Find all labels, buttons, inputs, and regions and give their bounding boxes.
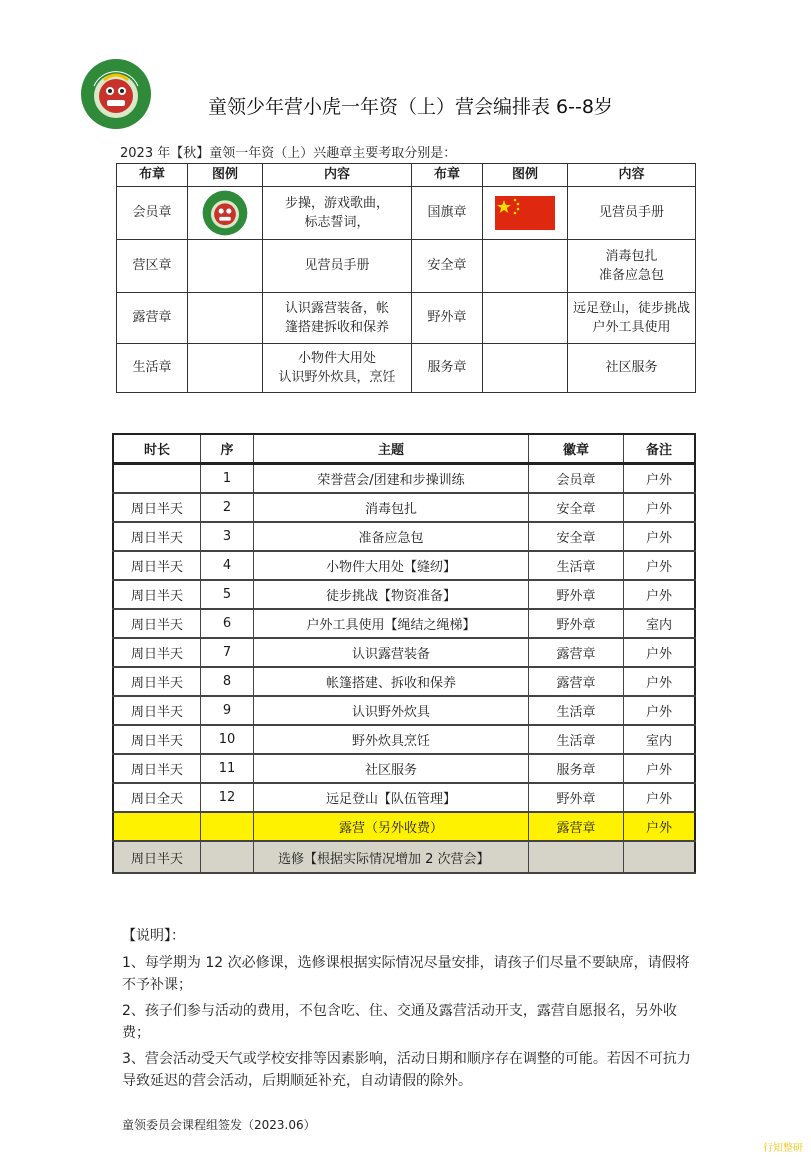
note-cell: [624, 841, 696, 873]
topic-cell: 消毒包扎: [254, 493, 529, 522]
header-cell: 图例: [483, 164, 568, 187]
note-cell: 户外: [624, 522, 696, 551]
number-cell: 12: [201, 783, 254, 812]
badge-cell: 野外章: [529, 783, 624, 812]
topic-cell: 露营（另外收费）: [254, 812, 529, 841]
badge-cell: 生活章: [529, 551, 624, 580]
duration-cell: 周日半天: [113, 841, 201, 873]
badge-image-cell: [188, 293, 263, 344]
content-line: 准备应急包: [598, 268, 664, 283]
duration-cell: [113, 464, 201, 494]
content-line: 远足登山，徒步挑战: [572, 301, 690, 316]
badge-cell: 露营章: [529, 638, 624, 667]
note-cell: 户外: [624, 493, 696, 522]
elective-row: [113, 841, 695, 873]
note-cell: 户外: [624, 638, 696, 667]
topic-cell: 远足登山【队伍管理】: [254, 783, 529, 812]
number-cell: 8: [201, 667, 254, 696]
badge-cell: 安全章: [529, 493, 624, 522]
table-row: [113, 551, 695, 580]
number-cell: 9: [201, 696, 254, 725]
badge-name: 生活章: [117, 344, 188, 393]
topic-cell: 认识野外炊具: [254, 696, 529, 725]
header-cell: 内容: [568, 164, 696, 187]
badge-image-cell: [188, 187, 263, 240]
badge-image-cell: [483, 344, 568, 393]
badge-content: [568, 240, 696, 293]
badge-image-cell: [483, 187, 568, 240]
badge-cell: 服务章: [529, 754, 624, 783]
badge-content: 见营员手册: [263, 240, 412, 293]
schedule-body: [113, 464, 695, 874]
header-cell: 图例: [188, 164, 263, 187]
number-cell: 3: [201, 522, 254, 551]
note-cell: 户外: [624, 580, 696, 609]
table-row: [113, 725, 695, 754]
number-cell: 2: [201, 493, 254, 522]
number-cell: [201, 841, 254, 873]
table-row: [113, 754, 695, 783]
badge-cell: [529, 841, 624, 873]
badge-name: 露营章: [117, 293, 188, 344]
topic-cell: 认识露营装备: [254, 638, 529, 667]
number-cell: 11: [201, 754, 254, 783]
lion-logo-icon: [202, 190, 248, 236]
note-item: 1、每学期为 12 次必修课，选修课根据实际情况尽量安排，请孩子们尽量不要缺席，请假将不予补课；: [122, 955, 690, 993]
duration-cell: 周日半天: [113, 696, 201, 725]
duration-cell: 周日半天: [113, 522, 201, 551]
duration-cell: 周日半天: [113, 667, 201, 696]
badge-table: [116, 163, 696, 393]
table-row: [113, 696, 695, 725]
duration-cell: 周日半天: [113, 580, 201, 609]
number-cell: 6: [201, 609, 254, 638]
duration-cell: 周日全天: [113, 783, 201, 812]
badge-content: 社区服务: [568, 344, 696, 393]
duration-cell: 周日半天: [113, 551, 201, 580]
badge-content: [263, 344, 412, 393]
page-title: 童领少年营小虎一年资（上）营会编排表 6--8岁: [208, 96, 613, 118]
badge-image-cell: [483, 240, 568, 293]
topic-cell: 徒步挑战【物资准备】: [254, 580, 529, 609]
header-cell: 布章: [412, 164, 483, 187]
footer-signature: 童领委员会课程组签发（2023.06）: [122, 1118, 316, 1132]
badge-name: 会员章: [117, 187, 188, 240]
table-row: [113, 667, 695, 696]
table-row: [117, 344, 696, 393]
topic-cell: 帐篷搭建、拆收和保养: [254, 667, 529, 696]
badge-cell: 露营章: [529, 812, 624, 841]
duration-cell: 周日半天: [113, 725, 201, 754]
badge-image-cell: [188, 344, 263, 393]
badge-cell: 生活章: [529, 725, 624, 754]
note-cell: 室内: [624, 725, 696, 754]
note-item: 3、营会活动受天气或学校安排等因素影响，活动日期和顺序存在调整的可能。若因不可抗力导致延迟的营会活动，后期顺延补充，自动请假的除外。: [122, 1051, 691, 1089]
note-cell: 户外: [624, 783, 696, 812]
header-cell: 主题: [254, 434, 529, 464]
badge-name: 国旗章: [412, 187, 483, 240]
number-cell: 4: [201, 551, 254, 580]
lion-logo-icon: [80, 58, 152, 130]
schedule-header: [113, 434, 695, 464]
badge-name: 服务章: [412, 344, 483, 393]
table-row: [113, 638, 695, 667]
table-row: [113, 522, 695, 551]
number-cell: 10: [201, 725, 254, 754]
badge-content: [263, 293, 412, 344]
badge-name: 安全章: [412, 240, 483, 293]
content-line: 消毒包扎: [605, 249, 658, 264]
table-row: [113, 609, 695, 638]
table-row: [117, 293, 696, 344]
badge-image-cell: [483, 293, 568, 344]
duration-cell: 周日半天: [113, 754, 201, 783]
content-line: 标志誓词，: [304, 215, 370, 230]
duration-cell: 周日半天: [113, 493, 201, 522]
header-cell: 布章: [117, 164, 188, 187]
badge-cell: 野外章: [529, 580, 624, 609]
badge-cell: 生活章: [529, 696, 624, 725]
table-row: [113, 493, 695, 522]
topic-cell: 荣誉营会/团建和步操训练: [254, 464, 529, 494]
note-cell: 户外: [624, 754, 696, 783]
topic-cell: 选修【根据实际情况增加 2 次营会】: [254, 841, 529, 873]
topic-cell: 社区服务: [254, 754, 529, 783]
note-cell: 户外: [624, 696, 696, 725]
note-cell: 户外: [624, 464, 696, 494]
china-flag-icon: [495, 196, 555, 230]
header-cell: 徽章: [529, 434, 624, 464]
header-cell: 备注: [624, 434, 696, 464]
header-cell: 时长: [113, 434, 201, 464]
duration-cell: 周日半天: [113, 609, 201, 638]
topic-cell: 小物件大用处【缝纫】: [254, 551, 529, 580]
camp-logo: [80, 58, 152, 130]
duration-cell: [113, 812, 201, 841]
content-line: 户外工具使用: [592, 320, 671, 335]
number-cell: 7: [201, 638, 254, 667]
notes-title: 【说明】：: [122, 928, 185, 944]
topic-cell: 户外工具使用【绳结之绳梯】: [254, 609, 529, 638]
badge-cell: 会员章: [529, 464, 624, 494]
content-line: 认识野外炊具，烹饪: [278, 370, 396, 385]
content-line: 步操，游戏歌曲，: [284, 196, 389, 211]
badge-cell: 野外章: [529, 609, 624, 638]
badge-content: [568, 293, 696, 344]
note-item: 2、孩子们参与活动的费用，不包含吃、住、交通及露营活动开支，露营自愿报名，另外收费；: [122, 1003, 677, 1041]
topic-cell: 准备应急包: [254, 522, 529, 551]
number-cell: 1: [201, 464, 254, 494]
note-cell: 户外: [624, 667, 696, 696]
content-line: 认识露营装备，帐: [284, 301, 389, 316]
schedule-table: [112, 433, 696, 874]
badge-name: 野外章: [412, 293, 483, 344]
content-line: 篷搭建拆收和保养: [284, 320, 389, 335]
badge-cell: 露营章: [529, 667, 624, 696]
note-cell: 户外: [624, 551, 696, 580]
header-cell: 序: [201, 434, 254, 464]
number-cell: 5: [201, 580, 254, 609]
number-cell: [201, 812, 254, 841]
header-cell: 内容: [263, 164, 412, 187]
topic-cell: 野外炊具烹饪: [254, 725, 529, 754]
badge-content: [263, 187, 412, 240]
intro-text: 2023 年【秋】童领一年资（上）兴趣章主要考取分别是：: [120, 146, 457, 161]
table-row: [113, 783, 695, 812]
corner-watermark: 行知整研: [763, 1143, 803, 1154]
table-row: [117, 240, 696, 293]
duration-cell: 周日半天: [113, 638, 201, 667]
badge-content: 见营员手册: [568, 187, 696, 240]
note-cell: 户外: [624, 812, 696, 841]
badge-name: 营区章: [117, 240, 188, 293]
badge-cell: 安全章: [529, 522, 624, 551]
badge-image-cell: [188, 240, 263, 293]
table-row: [113, 580, 695, 609]
badge-table-header: [117, 164, 696, 187]
note-cell: 室内: [624, 609, 696, 638]
table-row: [117, 187, 696, 240]
camp-row: [113, 812, 695, 841]
content-line: 小物件大用处: [297, 351, 376, 366]
table-row: [113, 464, 695, 494]
